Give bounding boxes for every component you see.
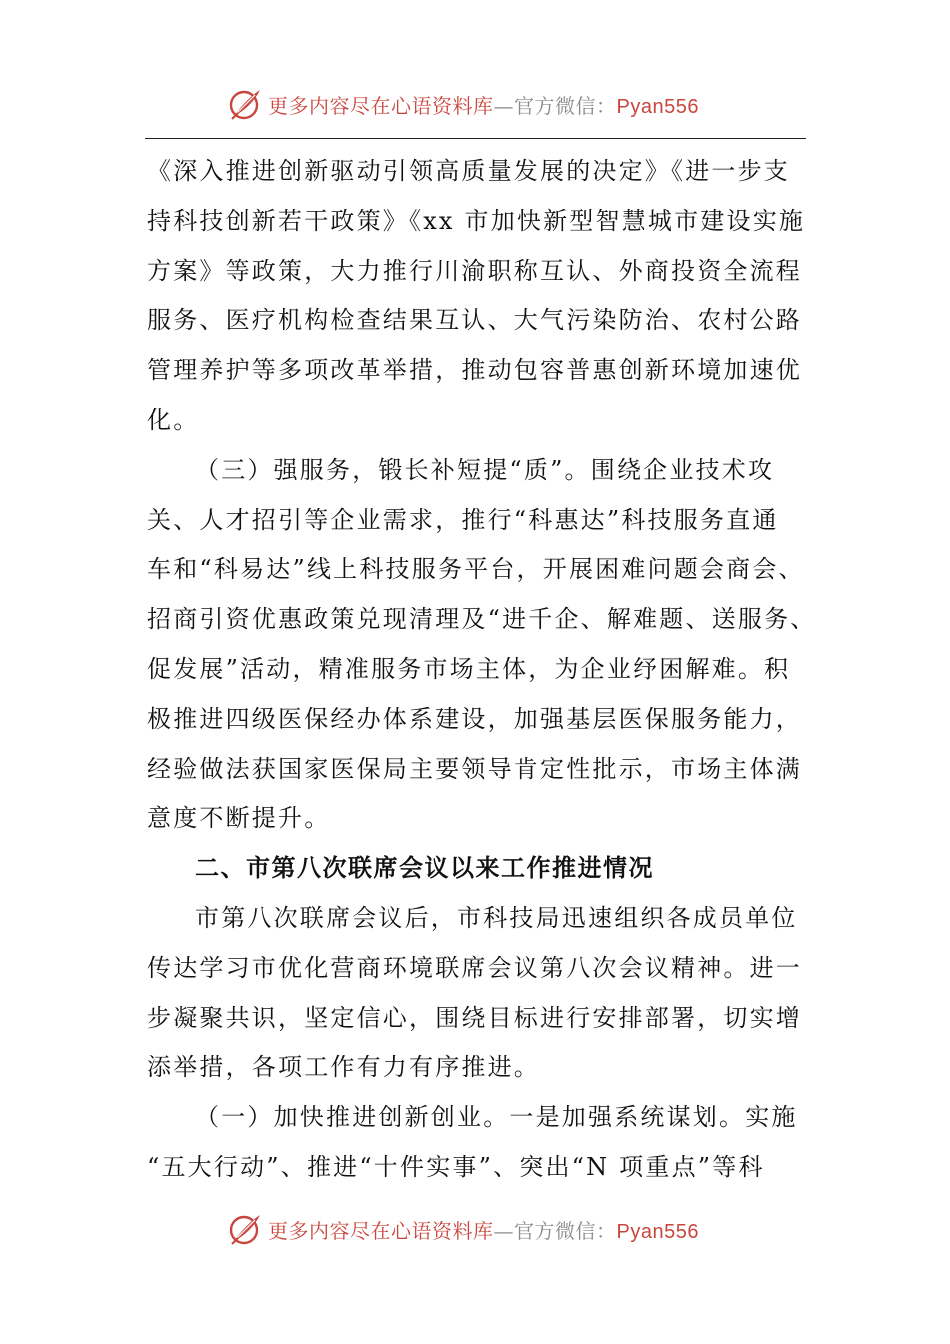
text-line: 方案》等政策，大力推行川渝职称互认、外商投资全流程 — [147, 256, 802, 285]
header-brand-text — [268, 90, 699, 119]
footer-wechat-id: Pyan556 — [616, 1220, 699, 1243]
text-line: 持科技创新若干政策》《xx 市加快新型智慧城市建设实施 — [147, 206, 806, 235]
header-divider — [145, 138, 806, 139]
footer-brand-text — [268, 1215, 699, 1244]
text-line: 经验做法获国家医保局主要领导肯定性批示，市场主体满 — [147, 754, 802, 783]
text-line: 服务、医疗机构检查结果互认、大气污染防治、农村公路 — [147, 306, 802, 335]
document-body — [147, 147, 817, 1193]
footer-brand-dash: — — [493, 1218, 514, 1243]
footer-brand — [228, 1209, 699, 1249]
footer-wechat-label: 官方微信： — [514, 1218, 617, 1243]
text-line: （三）强服务，锻长补短提“质”。围绕企业技术攻 — [195, 455, 775, 484]
text-line: 传达学习市优化营商环境联席会议第八次会议精神。进一 — [147, 953, 802, 982]
quill-logo-icon — [228, 86, 264, 122]
text-line: 添举措，各项工作有力有序推进。 — [147, 1053, 540, 1082]
text-line: 步凝聚共识，坚定信心，围绕目标进行安排部署，切实增 — [147, 1003, 802, 1032]
header-brand-title: 更多内容尽在心语资料库 — [268, 93, 494, 118]
text-line: 招商引资优惠政策兑现清理及“进千企、解难题、送服务、 — [147, 605, 817, 634]
text-line: 促发展”活动，精准服务市场主体，为企业纾困解难。积 — [147, 654, 791, 683]
quill-logo-icon — [228, 1211, 264, 1247]
text-line: 化。 — [147, 405, 200, 434]
text-line: 管理养护等多项改革举措，推动包容普惠创新环境加速优 — [147, 356, 802, 385]
section-heading: 二、市第八次联席会议以来工作推进情况 — [195, 854, 654, 883]
header-wechat-id: Pyan556 — [616, 95, 699, 118]
header-brand — [228, 84, 699, 124]
text-line: 意度不断提升。 — [147, 804, 331, 833]
text-line: “五大行动”、推进“十件实事”、突出“N 项重点”等科 — [147, 1152, 765, 1181]
text-line: 市第八次联席会议后，市科技局迅速组织各成员单位 — [195, 903, 798, 932]
text-line: （一）加快推进创新创业。一是加强系统谋划。实施 — [195, 1103, 798, 1132]
text-line: 车和“科易达”线上科技服务平台，开展困难问题会商会、 — [147, 555, 805, 584]
text-line: 《深入推进创新驱动引领高质量发展的决定》《进一步支 — [147, 157, 790, 185]
text-line: 关、人才招引等企业需求，推行“科惠达”科技服务直通 — [147, 505, 779, 534]
header-wechat-label: 官方微信： — [514, 93, 617, 118]
footer-brand-title: 更多内容尽在心语资料库 — [268, 1218, 494, 1243]
header-brand-dash: — — [493, 93, 514, 118]
text-line: 极推进四级医保经办体系建设，加强基层医保服务能力， — [147, 704, 802, 733]
